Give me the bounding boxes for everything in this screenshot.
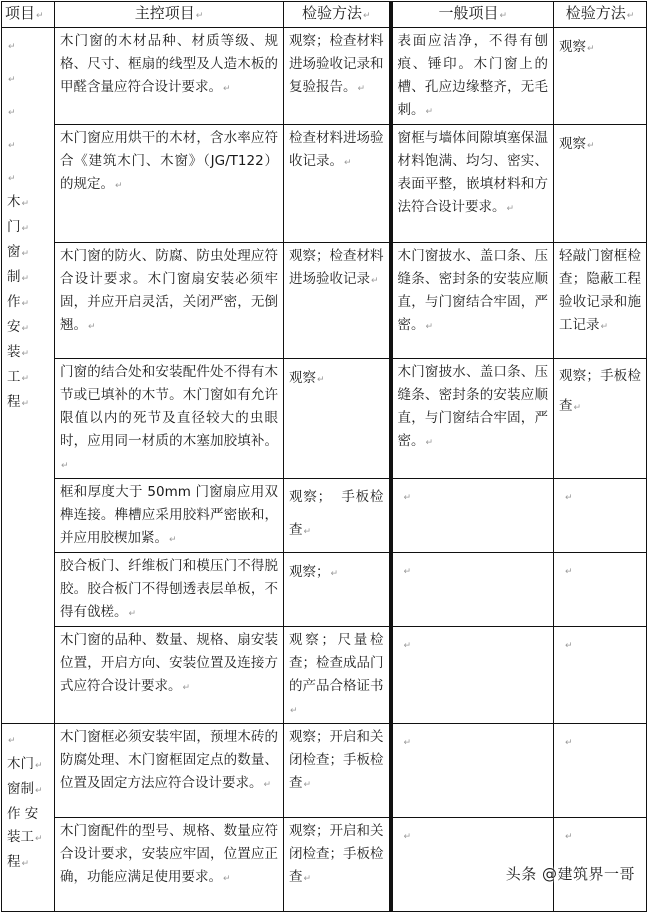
header-project: 项目↵ [2,2,55,28]
general-method-cell: 观察↵ [554,125,647,243]
general-item-cell: ↵ [391,627,554,724]
table-row [2,553,647,627]
main-method-cell: 观察；尺量检查；检查成品门的产品合格证书↵ [284,627,391,724]
label-line: 作 安 [7,806,39,822]
header-main-items: 主控项目↵ [55,2,284,28]
table-row [2,724,647,818]
general-item-cell: ↵ [391,818,554,912]
label-line: 工↵ [7,369,30,385]
main-item-cell: 门窗的结合处和安装配件处不得有木节或已填补的木节。木门窗如有允许限值以内的死节及直径较大的虫眼时，应用同一材质的木塞加胶填补。↵ [55,359,284,479]
label-line: 窗制↵ [7,781,43,797]
main-item-cell: 木门窗的防火、防腐、防虫处理应符合设计要求。木门窗扇安装必须牢固，并应开启灵活，关闭严密，无倒翘。↵ [55,243,284,359]
label-line: 木门↵ [7,756,43,772]
main-method-cell: 观察↵ [284,359,391,479]
watermark: 头条 @建筑界一哥 [505,865,635,883]
main-item-cell: 木门窗的品种、数量、规格、扇安装位置，开启方向、安装位置及连接方式应符合设计要求。↵ [55,627,284,724]
inspection-table [1,1,647,912]
label-line: 程↵ [7,394,30,410]
general-method-cell: 观察↵ [554,28,647,125]
label-line: 木↵ [7,194,30,210]
general-item-cell: 木门窗披水、盖口条、压缝条、密封条的安装应顺直，与门窗结合牢固，严密。↵ [391,359,554,479]
label-line: ↵ [8,141,16,151]
main-item-cell: 胶合板门、纤维板门和模压门不得脱胶。胶合板门不得刨透表层单板，不得有戗槎。↵ [55,553,284,627]
main-item-cell: 木门窗配件的型号、规格、数量应符合设计要求，安装应牢固，位置应正确，功能应满足使用要求。↵ [55,818,284,912]
main-method-cell: 观察；检查材料进场验收记录和复验报告。↵ [284,28,391,125]
table-row [2,125,647,243]
project-label-cell [2,28,55,724]
label-line: 制↵ [7,269,30,285]
main-method-cell: 观察；↵ [284,553,391,627]
label-line: 安↵ [7,319,30,335]
general-item-cell: 窗框与墙体间隙填塞保温材料饱满、均匀、密实、表面平整，嵌填材料和方法符合设计要求。↵ [391,125,554,243]
general-method-cell: ↵ [554,627,647,724]
label-line: 程↵ [7,854,30,870]
table-row [2,28,647,125]
main-method-cell: 观察； 手板检查↵ [284,479,391,553]
label-line: ↵ [8,108,16,118]
general-method-cell: ↵ [554,553,647,627]
main-method-cell: 观察；检查材料进场验收记录↵ [284,243,391,359]
general-item-cell: 表面应洁净，不得有刨痕、锤印。木门窗上的槽、孔应边缘整齐，无毛刺。↵ [391,28,554,125]
label-line: 窗↵ [7,244,30,260]
table-row [2,479,647,553]
main-method-cell: 观察；开启和关闭检查；手板检查↵ [284,818,391,912]
general-method-cell: ↵ [554,724,647,818]
project-label-cell [2,724,55,912]
main-item-cell: 木门窗应用烘干的木材，含水率应符合《建筑木门、木窗》（JG/T122）的规定。↵ [55,125,284,243]
table-row [2,243,647,359]
header-general-items: 一般项目↵ [391,2,554,28]
label-line: 作↵ [7,294,30,310]
main-item-cell: 木门窗框必须安装牢固，预埋木砖的防腐处理、木门窗框固定点的数量、位置及固定方法应符合设计要求。↵ [55,724,284,818]
main-method-cell: 观察；开启和关闭检查；手板检查↵ [284,724,391,818]
general-item-cell: ↵ [391,479,554,553]
header-main-method: 检验方法↵ [284,2,391,28]
main-item-cell: 木门窗的木材品种、材质等级、规格、尺寸、框扇的线型及人造木板的甲醛含量应符合设计要求。↵ [55,28,284,125]
general-item-cell: ↵ [391,553,554,627]
label-line: ↵ [8,75,16,85]
label-line: ↵ [8,174,16,184]
label-line: ↵ [8,42,16,52]
general-item-cell: ↵ [391,724,554,818]
label-line: 门↵ [7,219,30,235]
label-line: 装工↵ [7,829,43,845]
general-item-cell: 木门窗披水、盖口条、压缝条、密封条的安装应顺直，与门窗结合牢固，严密。↵ [391,243,554,359]
main-method-cell: 检查材料进场验收记录。↵ [284,125,391,243]
general-method-cell: 轻敲门窗框检查；隐蔽工程验收记录和施工记录↵ [554,243,647,359]
general-method-cell: ↵ [554,818,647,912]
label-line: ↵ [8,736,16,746]
table-header-row [2,2,647,28]
table-row [2,627,647,724]
table-row [2,359,647,479]
header-general-method: 检验方法↵ [554,2,647,28]
label-line: 装↵ [7,344,30,360]
general-method-cell: 观察；手板检查↵ [554,359,647,479]
main-item-cell: 框和厚度大于 50mm 门窗扇应用双榫连接。榫槽应采用胶料严密嵌和，并应用胶楔加紧。↵ [55,479,284,553]
general-method-cell: ↵ [554,479,647,553]
